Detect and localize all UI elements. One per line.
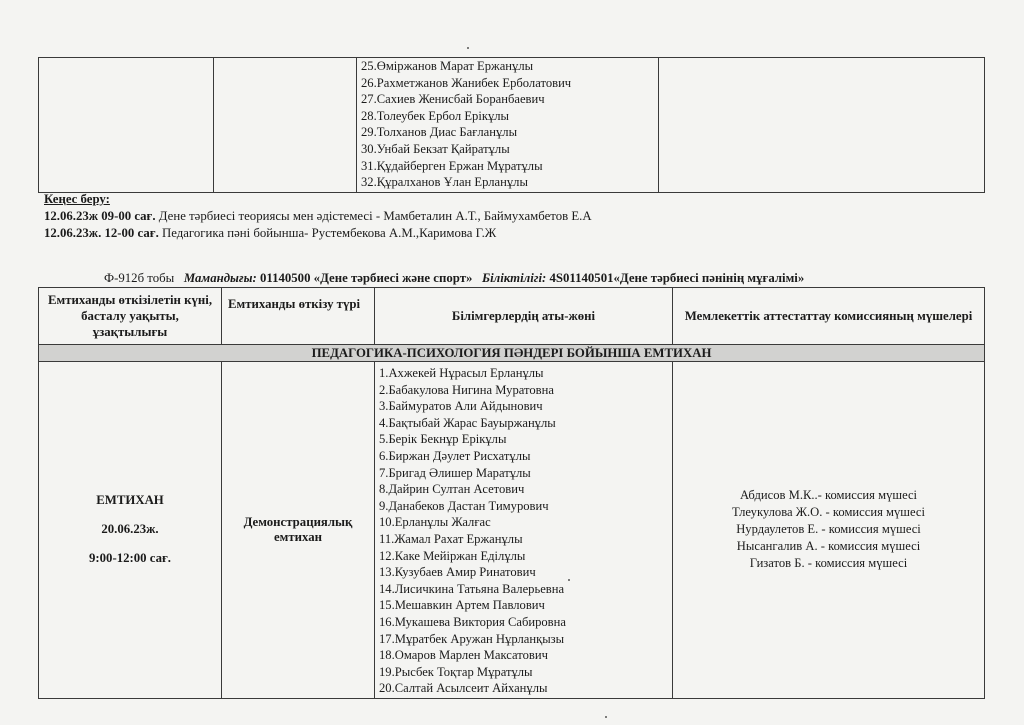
list-item: Нурдаулетов Е. - комиссия мүшесі [736, 522, 921, 537]
list-item: Нысангалив А. - комиссия мүшесі [736, 539, 921, 554]
exam-date-cell [39, 362, 222, 699]
top-table [38, 57, 985, 193]
table-row [39, 58, 985, 193]
list-item: 1.Ахжекей Нұрасыл Ерланұлы [379, 366, 544, 380]
group-line [104, 271, 804, 286]
list-item: 28.Толеубек Ербол Ерікұлы [361, 108, 510, 123]
list-item: 26.Рахметжанов Жанибек Ерболатович [361, 75, 572, 90]
table-header-row [39, 288, 985, 345]
list-item: Гизатов Б. - комиссия мүшесі [749, 556, 908, 571]
list-item: 11.Жамал Рахат Ержанұлы [379, 531, 523, 546]
students-list [375, 362, 673, 699]
commission-cell [659, 58, 985, 193]
column-header-students: Білімгерлердің аты-жөні [375, 288, 673, 345]
scan-speck [605, 716, 607, 718]
table-row [39, 362, 985, 699]
exam-table [38, 287, 985, 699]
list-item: 31.Құдайберген Ержан Мұратұлы [361, 158, 543, 173]
list-item: 5.Берік Бекнұр Ерікұлы [379, 432, 507, 447]
list-item: 32.Құралханов Ұлан Ерланұлы [361, 175, 528, 190]
consultation-heading: Кеңес беру: [44, 192, 110, 206]
date-cell [39, 58, 214, 193]
group-name: Ф-912б тобы [104, 271, 175, 285]
list-item: 14.Лисичкина Татьяна Валерьевна [379, 581, 565, 596]
list-item: Абдисов М.К..- комиссия мүшесі [739, 488, 918, 503]
list-item: 10.Ерланұлы Жалғас [379, 515, 491, 530]
consultation-line: 12.06.23ж. 12-00 сағ. Педагогика пәні бойынша- Рустембекова А.М.,Каримова Г.Ж [44, 226, 497, 240]
list-item: 27.Сахиев Женисбай Боранбаевич [361, 92, 545, 107]
exam-type: Демонстрациялық емтихан [222, 362, 375, 699]
list-item: 7.Бригад Әлишер Маратұлы [379, 465, 531, 480]
list-item: 17.Мұратбек Аружан Нұрланқызы [379, 631, 565, 646]
list-item: 20.Салтай Асылсеит Айханұлы [379, 681, 548, 696]
list-item: 29.Толханов Диас Бағланұлы [361, 125, 518, 140]
section-row [39, 345, 985, 362]
list-item: 9.Данабеков Дастан Тимурович [379, 498, 549, 513]
column-header-commission: Мемлекеттік аттестаттау комиссияның мүшелері [673, 288, 985, 345]
list-item: 16.Мукашева Виктория Сабировна [379, 614, 566, 629]
specialty-label: Мамандығы: [183, 271, 257, 285]
qualification-value: 4S01140501«Дене тәрбиесі пәнінің мұғалімі» [546, 271, 805, 285]
list-item: 2.Бабакулова Нигина Муратовна [379, 382, 554, 397]
list-item: Тлеукулова Ж.О. - комиссия мүшесі [732, 505, 925, 520]
scan-speck [467, 47, 469, 49]
exam-date: 20.06.23ж. [101, 522, 159, 537]
list-item: 18.Омаров Марлен Максатович [379, 648, 548, 663]
list-item: 8.Дайрин Султан Асетович [379, 482, 525, 497]
type-cell [214, 58, 357, 193]
list-item: 12.Каке Мейіржан Еділұлы [379, 548, 526, 563]
column-header-date: Емтиханды өткізілетін күні, басталу уақыты, ұзақтылығы [39, 288, 222, 345]
consultation-block [44, 191, 592, 242]
list-item: 4.Бақтыбай Жарас Бауыржанұлы [379, 415, 556, 430]
exam-time: 9:00-12:00 сағ. [88, 551, 172, 566]
students-cell [357, 58, 659, 193]
consultation-line: 12.06.23ж 09-00 сағ. Дене тәрбиесі теориясы мен әдістемесі - Мамбеталин А.Т., Баймухамбетов Е.А [44, 209, 592, 223]
list-item: 30.Унбай Бекзат Қайратұлы [361, 141, 510, 156]
list-item: 15.Мешавкин Артем Павлович [379, 598, 545, 613]
list-item: 13.Кузубаев Амир Ринатович [379, 565, 536, 580]
exam-title: ЕМТИХАН [96, 493, 164, 508]
list-item: 3.Баймуратов Али Айдынович [379, 399, 543, 414]
list-item: 25.Өміржанов Марат Ержанұлы [361, 59, 534, 73]
list-item: 6.Биржан Дәулет Рисхатұлы [379, 448, 531, 463]
qualification-label: Біліктілігі: [482, 271, 547, 285]
commission-list [673, 362, 985, 699]
column-header-type: Емтиханды өткізу түрі [222, 288, 375, 345]
section-title: ПЕДАГОГИКА-ПСИХОЛОГИЯ ПӘНДЕРІ БОЙЫНША ЕМТИХАН [39, 345, 985, 362]
specialty-value: 01140500 «Дене тәрбиесі және спорт» [256, 271, 473, 285]
list-item: 19.Рысбек Тоқтар Мұратұлы [379, 664, 533, 679]
